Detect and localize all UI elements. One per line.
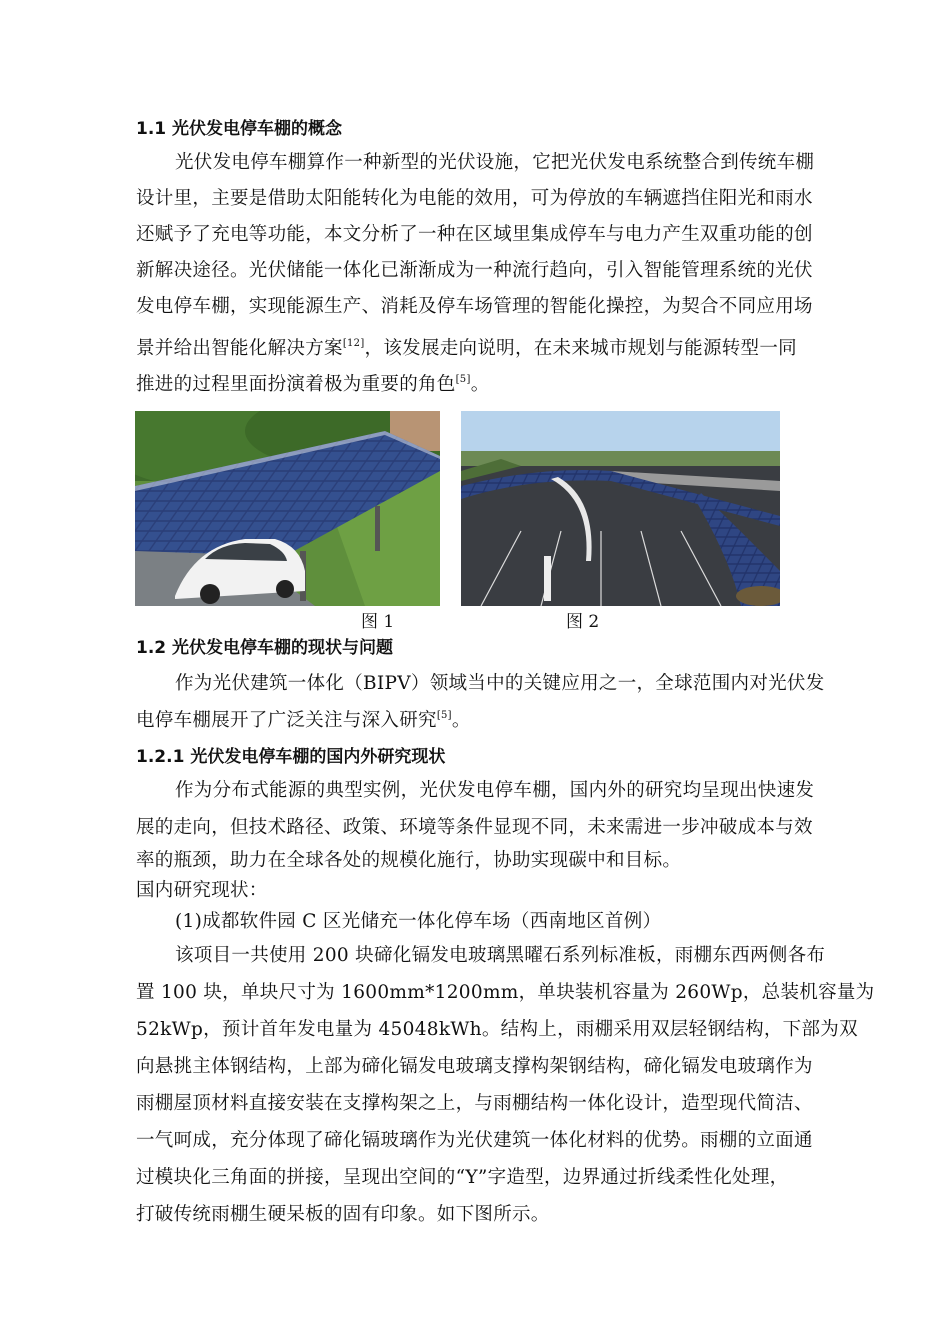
paragraph-line: 雨棚屋顶材料直接安装在支撑构架之上，与雨棚结构一体化设计，造型现代简洁、	[136, 1093, 813, 1114]
section-heading-1-2-1: 1.2.1 光伏发电停车棚的国内外研究现状	[136, 747, 446, 767]
text-run: 景并给出智能化解决方案	[136, 338, 343, 359]
figure-1-caption: 图 1	[361, 612, 395, 632]
figure-2-photo	[461, 411, 780, 606]
paragraph-line: 该项目一共使用 200 块碲化镉发电玻璃黑曜石系列标准板，雨棚东西两侧各布	[175, 945, 826, 966]
list-item-title: (1)成都软件园 C 区光储充一体化停车场（西南地区首例）	[175, 911, 662, 932]
paragraph-line: 作为分布式能源的典型实例，光伏发电停车棚，国内外的研究均呈现出快速发	[175, 780, 815, 801]
paragraph-line: 向悬挑主体钢结构，上部为碲化镉发电玻璃支撑构架钢结构，碲化镉发电玻璃作为	[136, 1056, 813, 1077]
paragraph-line: 新解决途径。光伏储能一体化已渐渐成为一种流行趋向，引入智能管理系统的光伏	[136, 260, 813, 281]
paragraph-line: 过模块化三角面的拼接，呈现出空间的“Y”字造型，边界通过折线柔性化处理，	[136, 1167, 789, 1188]
paragraph-line: 展的走向，但技术路径、政策、环境等条件显现不同，未来需进一步冲破成本与效	[136, 817, 813, 838]
paragraph-line: 发电停车棚，实现能源生产、消耗及停车场管理的智能化操控，为契合不同应用场	[136, 296, 813, 317]
text-run: 电停车棚展开了广泛关注与深入研究	[136, 710, 437, 731]
paragraph-line	[136, 372, 490, 398]
paragraph-line: 设计里，主要是借助太阳能转化为电能的效用，可为停放的车辆遮挡住阳光和雨水	[136, 188, 813, 209]
citation-ref: [12]	[342, 338, 365, 349]
paragraph-line	[136, 336, 797, 362]
citation-ref: [5]	[455, 374, 471, 385]
section-heading-1-2: 1.2 光伏发电停车棚的现状与问题	[136, 638, 394, 658]
paragraph-line: 52kWp，预计首年发电量为 45048kWh。结构上，雨棚采用双层轻钢结构，下部为双	[136, 1019, 858, 1040]
paragraph-line: 率的瓶颈，助力在全球各处的规模化施行，协助实现碳中和目标。	[136, 850, 682, 871]
paragraph-line: 一气呵成，充分体现了碲化镉玻璃作为光伏建筑一体化材料的优势。雨棚的立面通	[136, 1130, 813, 1151]
paragraph-line: 作为光伏建筑一体化（BIPV）领域当中的关键应用之一，全球范围内对光伏发	[175, 673, 825, 694]
paragraph-line: 还赋予了充电等功能，本文分析了一种在区域里集成停车与电力产生双重功能的创	[136, 224, 813, 245]
citation-ref: [5]	[436, 710, 452, 721]
domestic-research-label: 国内研究现状：	[136, 880, 268, 901]
text-run: ，该发展走向说明，在未来城市规划与能源转型一同	[364, 338, 797, 359]
figure-2-caption: 图 2	[566, 612, 600, 632]
paragraph-line	[136, 708, 471, 734]
text-run: 。	[470, 374, 490, 395]
paragraph-line: 光伏发电停车棚算作一种新型的光伏设施，它把光伏发电系统整合到传统车棚	[175, 152, 815, 173]
paragraph-line: 打破传统雨棚生硬呆板的固有印象。如下图所示。	[136, 1204, 550, 1225]
paragraph-line: 置 100 块，单块尺寸为 1600mm*1200mm，单块装机容量为 260Wp，总装机容量为	[136, 982, 875, 1003]
section-heading-1-1: 1.1 光伏发电停车棚的概念	[136, 119, 343, 139]
text-run: 推进的过程里面扮演着极为重要的角色	[136, 374, 456, 395]
figure-1-photo	[135, 411, 440, 606]
text-run: 。	[451, 710, 471, 731]
